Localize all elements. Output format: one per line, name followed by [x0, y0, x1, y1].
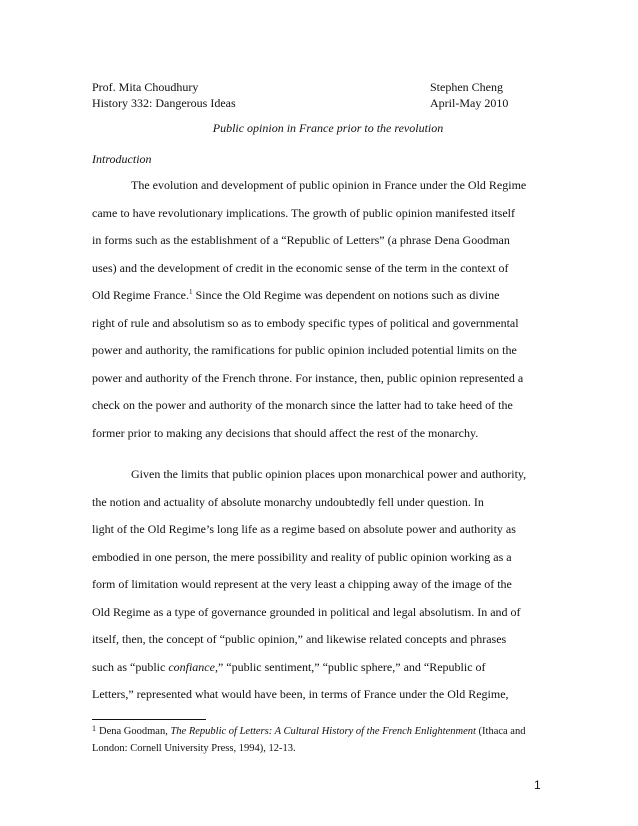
footnote-publisher: (Ithaca and: [475, 726, 526, 737]
paper-title: Public opinion in France prior to the revolution: [212, 121, 444, 135]
text-line: the notion and actuality of absolute monarchy undoubtedly fell under question. In: [92, 494, 484, 509]
date-range: April-May 2010: [430, 96, 509, 110]
footnote-reference[interactable]: 1: [188, 288, 193, 296]
header-right: [430, 79, 508, 111]
text-line: power and authority of the French throne. For instance, then, public opinion represented a: [92, 370, 524, 385]
text-line: right of rule and absolutism so as to embody specific types of political and governmental: [92, 315, 519, 330]
page-number: 1: [534, 778, 541, 792]
text-line: in forms such as the establishment of a “Republic of Letters” (a phrase Dena Goodman: [92, 233, 510, 247]
text-line: Given the limits that public opinion places upon monarchical power and authority,: [131, 467, 527, 481]
text-line: embodied in one person, the mere possibility and reality of public opinion working as a: [92, 549, 512, 564]
text-line: [92, 282, 552, 310]
text-line: itself, then, the concept of “public opinion,” and likewise related concepts and phrases: [92, 632, 507, 646]
text-line: [92, 654, 552, 682]
text-line: power and authority, the ramifications for public opinion included potential limits on the: [92, 343, 517, 357]
text-line: light of the Old Regime’s long life as a regime based on absolute power and authority as: [92, 522, 516, 536]
italic-term: confiance: [168, 659, 215, 674]
footnote-line: [92, 723, 552, 740]
footnote-divider: [92, 719, 206, 720]
text-segment: Old Regime France.: [92, 288, 189, 302]
text-segment: such as “public: [92, 659, 169, 674]
footnote-number: 1: [92, 724, 96, 733]
header-left: [92, 79, 236, 111]
text-line: former prior to making any decisions that should affect the rest of the monarchy.: [92, 425, 479, 440]
professor-name: Prof. Mita Choudhury: [92, 80, 199, 94]
footnote-author: Dena Goodman,: [99, 726, 171, 737]
section-heading: Introduction: [92, 152, 152, 166]
paragraph-1: [92, 172, 552, 447]
text-line: check on the power and authority of the monarch since the latter had to take heed of the: [92, 398, 513, 412]
footnote-line: London: Cornell University Press, 1994), 12-13.: [92, 743, 296, 754]
text-line: form of limitation would represent at the very least a chipping away of the image of the: [92, 577, 512, 591]
course-name: History 332: Dangerous Ideas: [92, 96, 236, 110]
text-line: came to have revolutionary implications. The growth of public opinion manifested itself: [92, 205, 516, 220]
text-segment: ,” “public sentiment,” “public sphere,” and “Republic of: [214, 659, 486, 674]
text-segment: Since the Old Regime was dependent on notions such as divine: [192, 288, 500, 302]
text-line: Letters,” represented what would have been, in terms of France under the Old Regime,: [92, 687, 509, 701]
author-name: Stephen Cheng: [430, 80, 503, 94]
paragraph-2: [92, 461, 552, 709]
footnote: [92, 723, 552, 757]
text-line: Old Regime as a type of governance grounded in political and legal absolutism. In and of: [92, 604, 521, 619]
footnote-book-title: The Republic of Letters: A Cultural History of the French Enlightenment: [170, 726, 476, 737]
text-line: uses) and the development of credit in the economic sense of the term in the context of: [92, 260, 509, 275]
text-line: The evolution and development of public opinion in France under the Old Regime: [131, 178, 527, 192]
